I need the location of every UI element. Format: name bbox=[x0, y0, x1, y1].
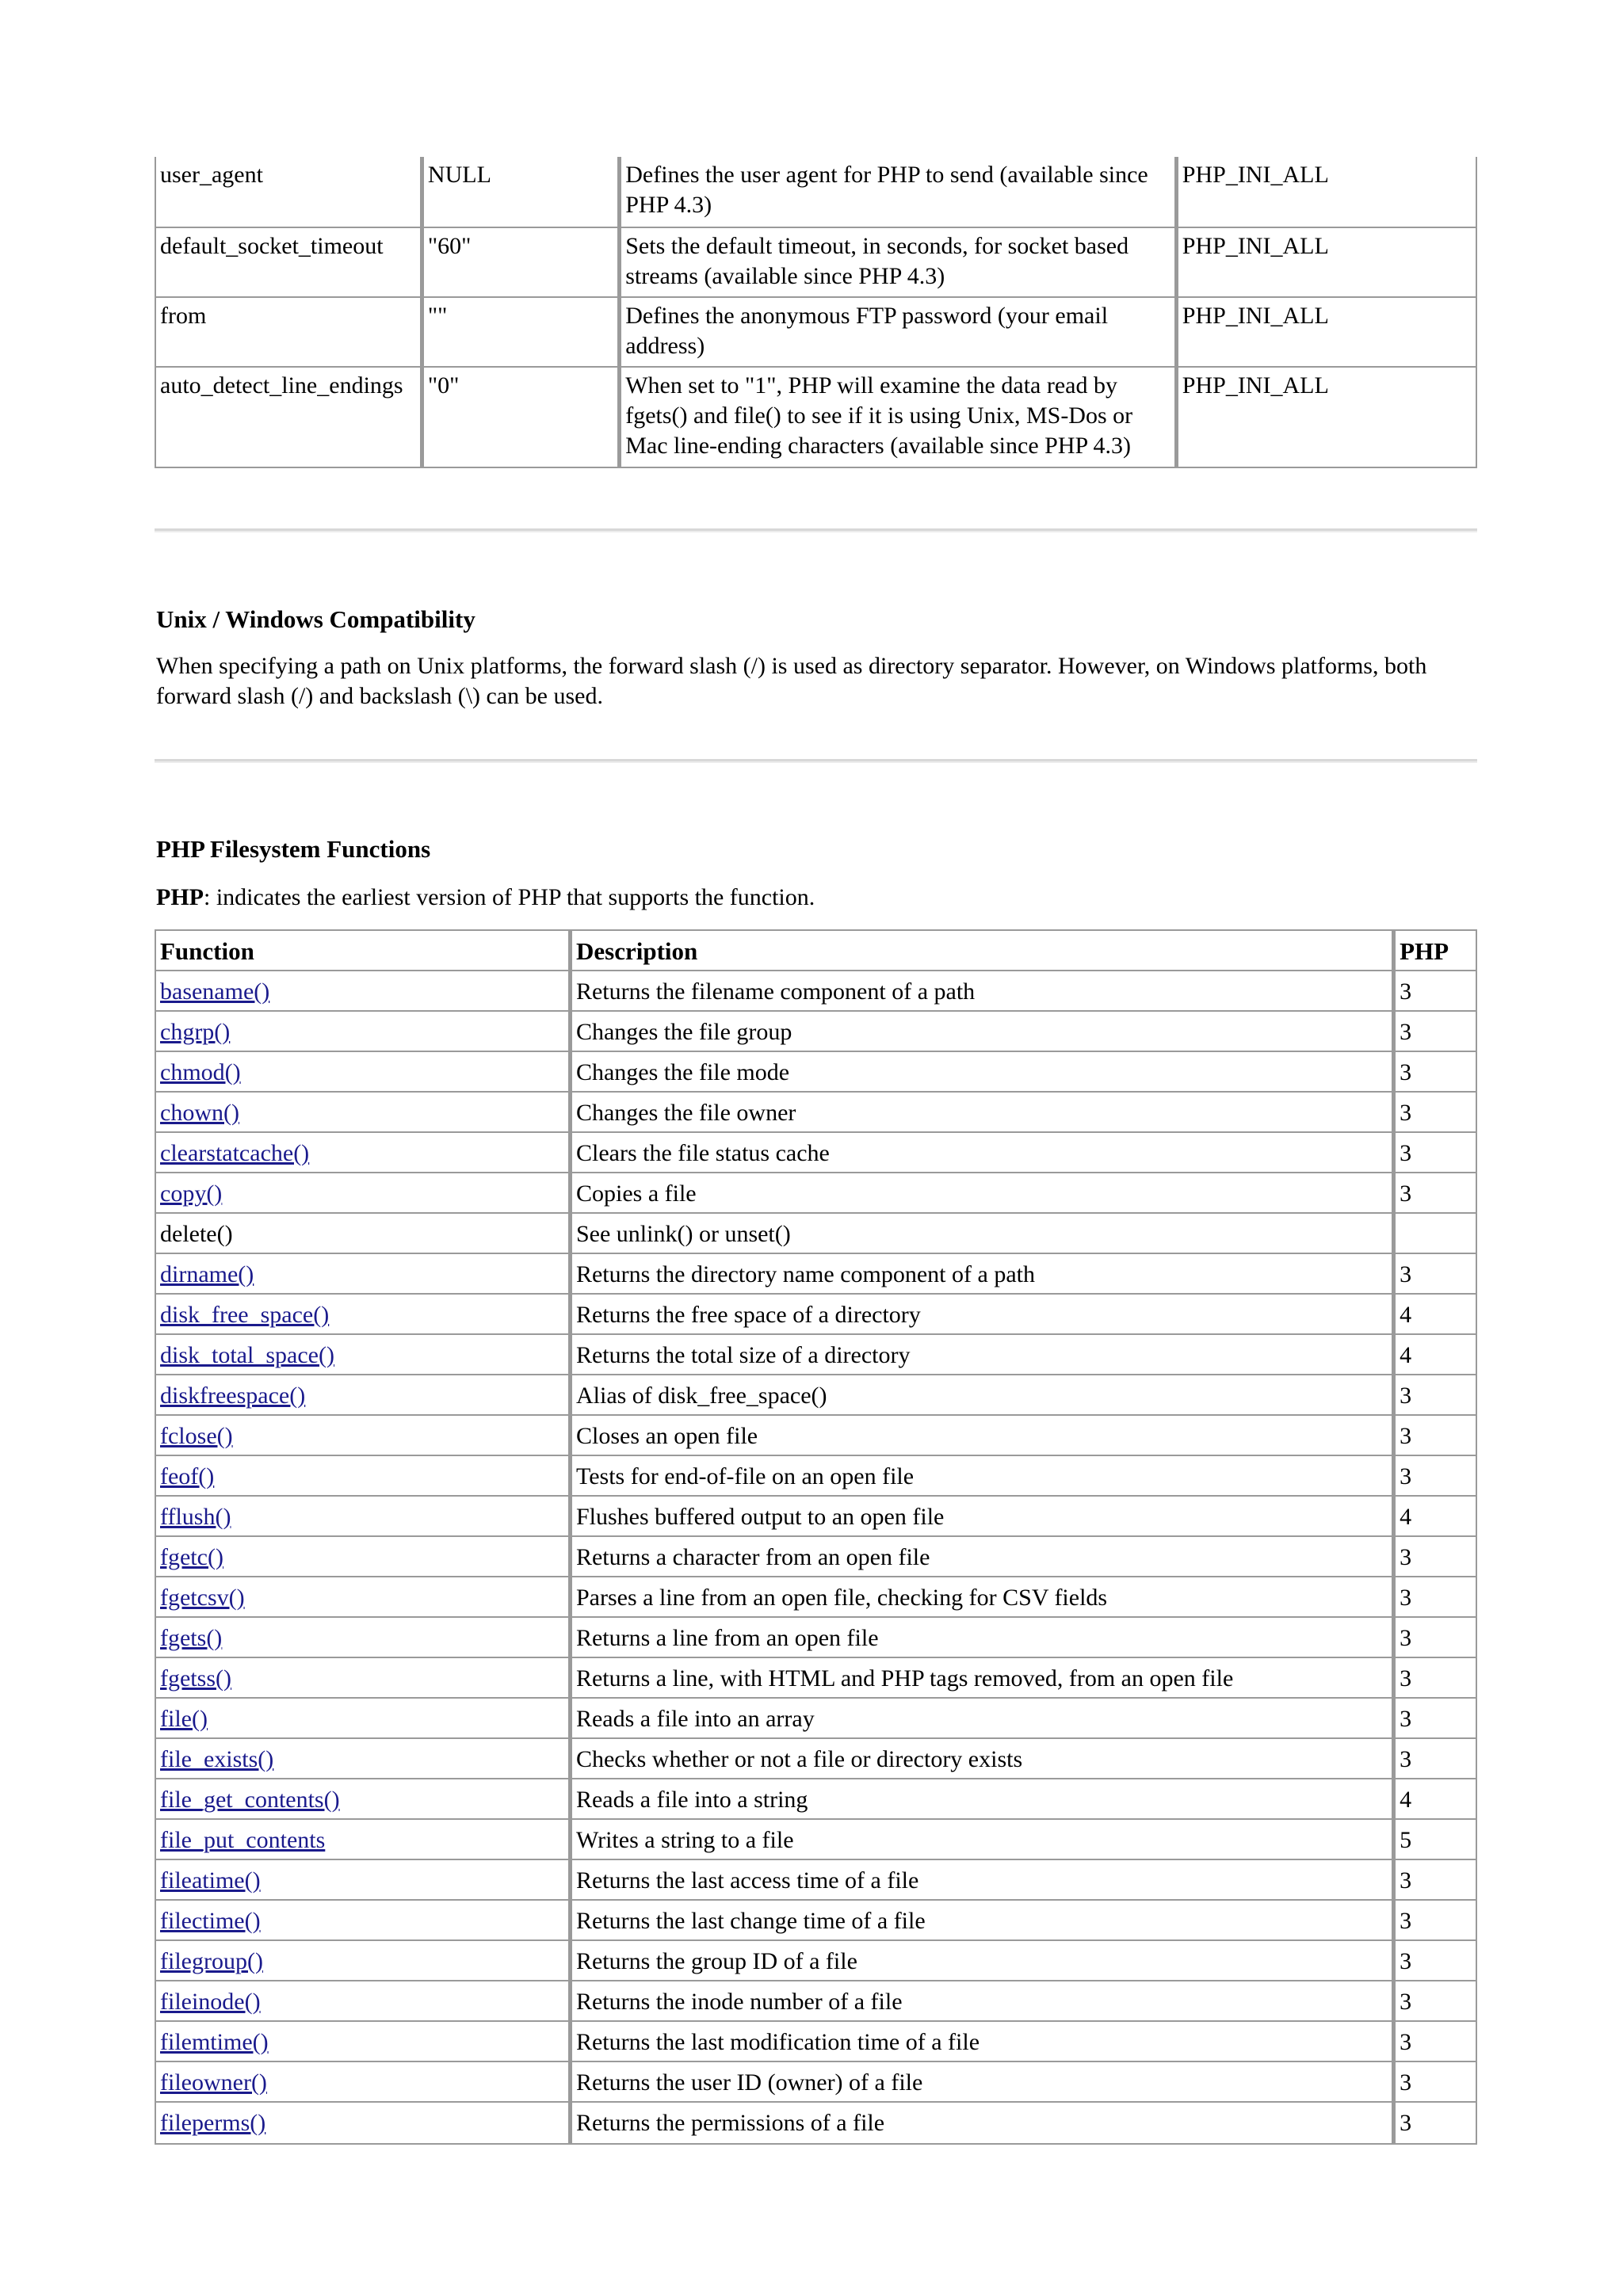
description-cell: Returns the last modification time of a file bbox=[570, 2022, 1393, 2062]
ini-row bbox=[156, 157, 1476, 228]
header-description: Description bbox=[570, 931, 1393, 971]
table-row bbox=[156, 1335, 1476, 1375]
functions-note-bold: PHP bbox=[156, 884, 204, 910]
description-cell: Parses a line from an open file, checking for CSV fields bbox=[570, 1577, 1393, 1618]
table-row bbox=[156, 1173, 1476, 1214]
ini-default-cell: "" bbox=[422, 298, 619, 368]
function-cell bbox=[156, 2103, 570, 2143]
description-cell: Checks whether or not a file or directory exists bbox=[570, 1739, 1393, 1779]
function-cell bbox=[156, 1658, 570, 1699]
function-link[interactable]: disk_total_space() bbox=[160, 1342, 334, 1368]
description-cell: Changes the file owner bbox=[570, 1093, 1393, 1133]
table-row bbox=[156, 1860, 1476, 1901]
table-row bbox=[156, 1295, 1476, 1335]
function-link[interactable]: disk_free_space() bbox=[160, 1302, 330, 1328]
description-cell: Returns the group ID of a file bbox=[570, 1941, 1393, 1981]
php-version-cell: 4 bbox=[1393, 1335, 1476, 1375]
ini-name-cell: user_agent bbox=[156, 157, 422, 228]
php-version-cell: 3 bbox=[1393, 1375, 1476, 1416]
function-link[interactable]: chgrp() bbox=[160, 1019, 231, 1045]
table-row bbox=[156, 1820, 1476, 1860]
php-version-cell: 3 bbox=[1393, 1860, 1476, 1901]
function-cell bbox=[156, 971, 570, 1012]
function-link[interactable]: fgetc() bbox=[160, 1544, 223, 1570]
function-cell bbox=[156, 1537, 570, 1577]
description-cell: Writes a string to a file bbox=[570, 1820, 1393, 1860]
ini-description-cell: When set to "1", PHP will examine the data read by fgets() and file() to see if it is using Unix, MS-Dos or Mac line-ending characters (available since PHP 4.3) bbox=[619, 368, 1176, 467]
function-link[interactable]: chmod() bbox=[160, 1059, 241, 1085]
function-link[interactable]: filegroup() bbox=[160, 1948, 263, 1974]
function-cell bbox=[156, 1941, 570, 1981]
function-link[interactable]: chown() bbox=[160, 1100, 239, 1126]
table-row bbox=[156, 1941, 1476, 1981]
function-cell bbox=[156, 1173, 570, 1214]
table-row bbox=[156, 1618, 1476, 1658]
table-row bbox=[156, 1577, 1476, 1618]
function-cell bbox=[156, 1699, 570, 1739]
php-version-cell: 4 bbox=[1393, 1497, 1476, 1537]
description-cell: Returns the user ID (owner) of a file bbox=[570, 2062, 1393, 2103]
description-cell: Returns a character from an open file bbox=[570, 1537, 1393, 1577]
ini-settings-table bbox=[155, 157, 1477, 468]
functions-note-text: : indicates the earliest version of PHP that supports the function. bbox=[204, 884, 815, 910]
function-cell bbox=[156, 1295, 570, 1335]
php-version-cell: 3 bbox=[1393, 1577, 1476, 1618]
description-cell: Changes the file mode bbox=[570, 1052, 1393, 1093]
description-cell: Returns the directory name component of a path bbox=[570, 1254, 1393, 1295]
function-link[interactable]: file_exists() bbox=[160, 1746, 274, 1772]
ini-changeable-cell: PHP_INI_ALL bbox=[1176, 228, 1476, 298]
description-cell: Changes the file group bbox=[570, 1012, 1393, 1052]
table-row bbox=[156, 1699, 1476, 1739]
php-version-cell: 3 bbox=[1393, 1658, 1476, 1699]
description-cell: Reads a file into an array bbox=[570, 1699, 1393, 1739]
php-version-cell: 3 bbox=[1393, 971, 1476, 1012]
php-version-cell: 3 bbox=[1393, 1052, 1476, 1093]
description-cell: Returns the permissions of a file bbox=[570, 2103, 1393, 2143]
table-header-row bbox=[156, 931, 1476, 971]
function-link[interactable]: copy() bbox=[160, 1180, 223, 1207]
ini-changeable-cell: PHP_INI_ALL bbox=[1176, 298, 1476, 368]
function-link[interactable]: file() bbox=[160, 1706, 208, 1732]
php-version-cell: 3 bbox=[1393, 1012, 1476, 1052]
ini-description-cell: Defines the anonymous FTP password (your email address) bbox=[619, 298, 1176, 368]
function-link[interactable]: fileperms() bbox=[160, 2110, 266, 2136]
description-cell: Returns the free space of a directory bbox=[570, 1295, 1393, 1335]
function-cell bbox=[156, 2022, 570, 2062]
table-row bbox=[156, 1658, 1476, 1699]
ini-name-cell: from bbox=[156, 298, 422, 368]
ini-name-cell: default_socket_timeout bbox=[156, 228, 422, 298]
table-row bbox=[156, 1779, 1476, 1820]
function-cell bbox=[156, 1012, 570, 1052]
section-divider bbox=[155, 528, 1477, 532]
function-link[interactable]: file_put_contents bbox=[160, 1827, 326, 1853]
ini-description-cell: Defines the user agent for PHP to send (available since PHP 4.3) bbox=[619, 157, 1176, 228]
table-row bbox=[156, 1133, 1476, 1173]
php-version-cell bbox=[1393, 1214, 1476, 1254]
table-row bbox=[156, 1901, 1476, 1941]
table-row bbox=[156, 1214, 1476, 1254]
compat-heading: Unix / Windows Compatibility bbox=[156, 605, 475, 633]
function-link[interactable]: fgets() bbox=[160, 1625, 223, 1651]
table-row bbox=[156, 1537, 1476, 1577]
function-cell bbox=[156, 1739, 570, 1779]
table-row bbox=[156, 971, 1476, 1012]
table-row bbox=[156, 1093, 1476, 1133]
ini-row bbox=[156, 298, 1476, 368]
table-row bbox=[156, 2103, 1476, 2143]
function-link[interactable]: diskfreespace() bbox=[160, 1383, 306, 1409]
function-cell bbox=[156, 1860, 570, 1901]
function-cell bbox=[156, 1779, 570, 1820]
compat-paragraph: When specifying a path on Unix platforms, the forward slash (/) is used as directory separator. However, on Windows platforms, both forward slash (/) and backslash (\) can be used. bbox=[156, 653, 1427, 709]
function-cell bbox=[156, 1416, 570, 1456]
function-cell bbox=[156, 2062, 570, 2103]
function-cell bbox=[156, 1093, 570, 1133]
description-cell: Returns the inode number of a file bbox=[570, 1981, 1393, 2022]
table-row bbox=[156, 1375, 1476, 1416]
php-version-cell: 4 bbox=[1393, 1779, 1476, 1820]
function-cell bbox=[156, 1981, 570, 2022]
php-version-cell: 3 bbox=[1393, 1739, 1476, 1779]
description-cell: Closes an open file bbox=[570, 1416, 1393, 1456]
php-version-cell: 3 bbox=[1393, 1537, 1476, 1577]
ini-default-cell: "0" bbox=[422, 368, 619, 467]
function-link[interactable]: filemtime() bbox=[160, 2029, 269, 2055]
table-row bbox=[156, 2062, 1476, 2103]
filesystem-functions-table bbox=[155, 929, 1477, 2145]
function-cell bbox=[156, 1254, 570, 1295]
php-version-cell: 3 bbox=[1393, 1133, 1476, 1173]
function-cell bbox=[156, 1618, 570, 1658]
description-cell: Reads a file into a string bbox=[570, 1779, 1393, 1820]
description-cell: Tests for end-of-file on an open file bbox=[570, 1456, 1393, 1497]
function-link[interactable]: fflush() bbox=[160, 1504, 231, 1530]
function-link[interactable]: fclose() bbox=[160, 1423, 233, 1449]
ini-name-cell: auto_detect_line_endings bbox=[156, 368, 422, 467]
description-cell: See unlink() or unset() bbox=[570, 1214, 1393, 1254]
section-divider bbox=[155, 759, 1477, 763]
php-version-cell: 3 bbox=[1393, 1416, 1476, 1456]
function-cell bbox=[156, 1335, 570, 1375]
functions-note bbox=[156, 883, 1487, 913]
php-version-cell: 3 bbox=[1393, 1173, 1476, 1214]
function-link[interactable]: clearstatcache() bbox=[160, 1140, 310, 1166]
description-cell: Returns the filename component of a path bbox=[570, 971, 1393, 1012]
description-cell: Returns a line, with HTML and PHP tags removed, from an open file bbox=[570, 1658, 1393, 1699]
description-cell: Flushes buffered output to an open file bbox=[570, 1497, 1393, 1537]
function-cell bbox=[156, 1375, 570, 1416]
description-cell: Returns the last access time of a file bbox=[570, 1860, 1393, 1901]
ini-default-cell: NULL bbox=[422, 157, 619, 228]
description-cell: Copies a file bbox=[570, 1173, 1393, 1214]
ini-row bbox=[156, 368, 1476, 467]
function-link[interactable]: feof() bbox=[160, 1463, 215, 1489]
php-version-cell: 3 bbox=[1393, 1254, 1476, 1295]
functions-heading: PHP Filesystem Functions bbox=[156, 835, 431, 863]
header-php: PHP bbox=[1393, 931, 1476, 971]
php-version-cell: 3 bbox=[1393, 1941, 1476, 1981]
ini-row bbox=[156, 228, 1476, 298]
function-cell bbox=[156, 1820, 570, 1860]
table-row bbox=[156, 2022, 1476, 2062]
table-row bbox=[156, 1012, 1476, 1052]
header-function: Function bbox=[156, 931, 570, 971]
function-link[interactable]: dirname() bbox=[160, 1261, 254, 1287]
php-version-cell: 3 bbox=[1393, 1456, 1476, 1497]
table-row bbox=[156, 1981, 1476, 2022]
description-cell: Returns a line from an open file bbox=[570, 1618, 1393, 1658]
description-cell: Clears the file status cache bbox=[570, 1133, 1393, 1173]
function-cell bbox=[156, 1497, 570, 1537]
function-link[interactable]: file_get_contents() bbox=[160, 1787, 340, 1813]
php-version-cell: 3 bbox=[1393, 1699, 1476, 1739]
ini-description-cell: Sets the default timeout, in seconds, for socket based streams (available since PHP 4.3) bbox=[619, 228, 1176, 298]
description-cell: Alias of disk_free_space() bbox=[570, 1375, 1393, 1416]
php-version-cell: 3 bbox=[1393, 1981, 1476, 2022]
function-link[interactable]: fgetss() bbox=[160, 1665, 231, 1691]
ini-default-cell: "60" bbox=[422, 228, 619, 298]
php-version-cell: 3 bbox=[1393, 2103, 1476, 2143]
function-link[interactable]: fileatime() bbox=[160, 1867, 261, 1894]
description-cell: Returns the last change time of a file bbox=[570, 1901, 1393, 1941]
table-row bbox=[156, 1416, 1476, 1456]
function-link[interactable]: fileowner() bbox=[160, 2069, 267, 2096]
ini-changeable-cell: PHP_INI_ALL bbox=[1176, 368, 1476, 467]
php-version-cell: 5 bbox=[1393, 1820, 1476, 1860]
table-row bbox=[156, 1052, 1476, 1093]
table-row bbox=[156, 1456, 1476, 1497]
function-cell bbox=[156, 1052, 570, 1093]
function-name: delete() bbox=[160, 1221, 233, 1247]
function-cell bbox=[156, 1133, 570, 1173]
table-row bbox=[156, 1254, 1476, 1295]
function-cell bbox=[156, 1901, 570, 1941]
table-row bbox=[156, 1739, 1476, 1779]
table-row bbox=[156, 1497, 1476, 1537]
function-link[interactable]: filectime() bbox=[160, 1908, 261, 1934]
function-cell bbox=[156, 1214, 570, 1254]
function-link[interactable]: fileinode() bbox=[160, 1989, 261, 2015]
php-version-cell: 3 bbox=[1393, 1093, 1476, 1133]
php-version-cell: 3 bbox=[1393, 2022, 1476, 2062]
function-cell bbox=[156, 1577, 570, 1618]
php-version-cell: 3 bbox=[1393, 1901, 1476, 1941]
php-version-cell: 3 bbox=[1393, 2062, 1476, 2103]
ini-changeable-cell: PHP_INI_ALL bbox=[1176, 157, 1476, 228]
function-link[interactable]: fgetcsv() bbox=[160, 1585, 245, 1611]
function-cell bbox=[156, 1456, 570, 1497]
php-version-cell: 3 bbox=[1393, 1618, 1476, 1658]
php-version-cell: 4 bbox=[1393, 1295, 1476, 1335]
description-cell: Returns the total size of a directory bbox=[570, 1335, 1393, 1375]
function-link[interactable]: basename() bbox=[160, 978, 270, 1005]
